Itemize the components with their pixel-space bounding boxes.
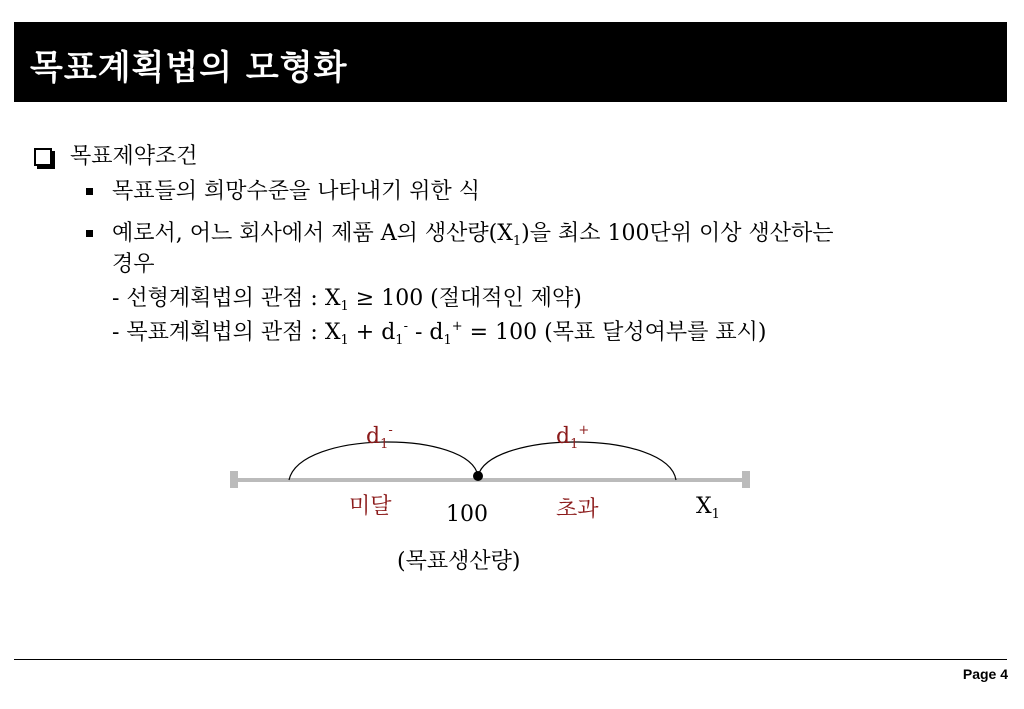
slide-title: 목표계획법의 모형화 [30, 48, 348, 88]
target-value-label: 100 [446, 502, 488, 527]
under-achievement-label: 미달 [349, 494, 392, 519]
bullet-text-1: 목표들의 희망수준을 나타내기 위한 식 [112, 179, 481, 204]
footer-divider [14, 659, 1007, 660]
section-heading: 목표제약조건 [70, 144, 198, 169]
page-number: Page 4 [962, 666, 1008, 682]
x1-axis-label: $X_1$ [696, 494, 720, 522]
d-minus-label: $d_1^-$ [366, 423, 393, 452]
d-plus-label: $d_1^+$ [556, 423, 590, 452]
lp-viewpoint-line: - 선형계획법의 관점 : $X_1 \ge 100$ (절대적인 제약) [112, 286, 582, 314]
bullet-text-2-line1: 예로서, 어느 회사에서 제품 A의 생산량$(X_1)$을 최소 100단위 이상 생산하는 [112, 221, 834, 249]
gp-viewpoint-line: - 목표계획법의 관점 : $X_1 + d_1^- - d_1^+ = 100$ (목표 달성여부를 표시) [112, 319, 767, 348]
target-caption: (목표생산량) [397, 549, 521, 574]
over-achievement-label: 초과 [556, 497, 599, 522]
target-point [473, 471, 483, 481]
bullet-text-2-line2: 경우 [112, 252, 155, 277]
axis-right-end-cap [742, 471, 750, 488]
axis-left-end-cap [230, 471, 238, 488]
